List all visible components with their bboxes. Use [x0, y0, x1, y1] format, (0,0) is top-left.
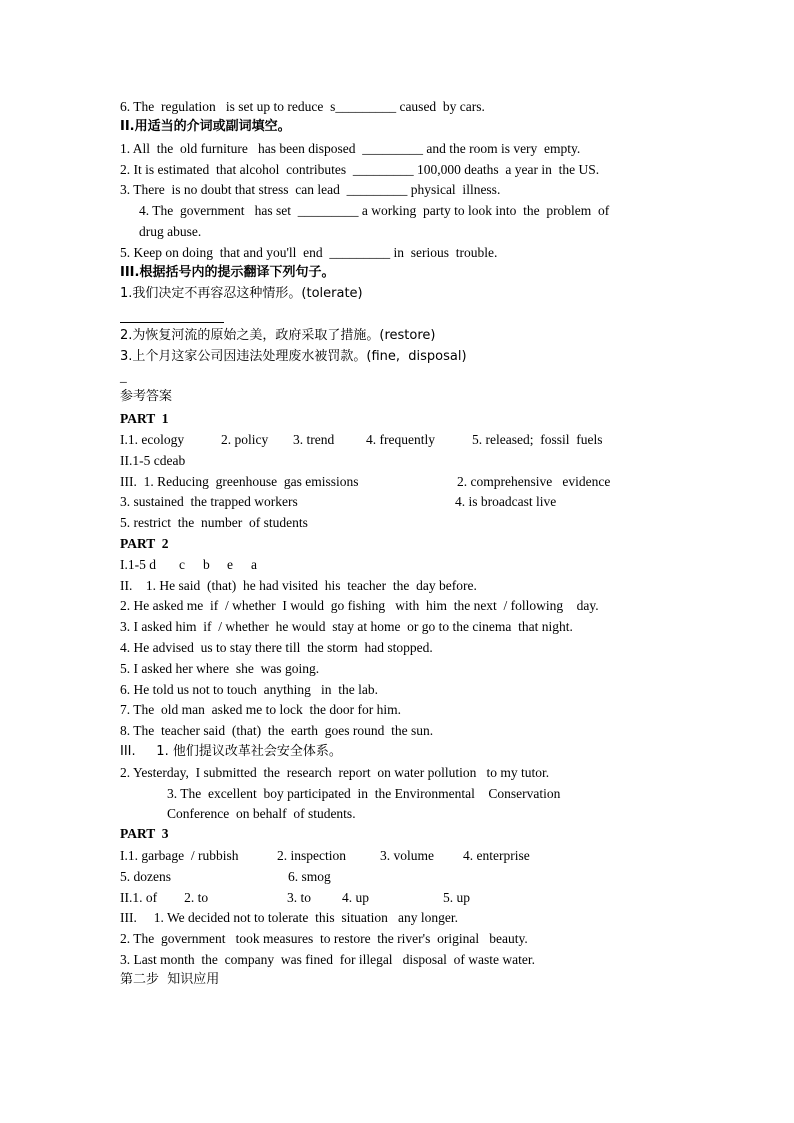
answer-line: 4. He advised us to stay there till the storm had stopped. [120, 640, 433, 655]
answer-token: I.1. ecology [120, 432, 185, 447]
translation-item: 1.我们决定不再容忍这种情形。(tolerate) [120, 286, 363, 301]
answer-token: a [251, 557, 257, 572]
section-heading-ii: II.用适当的介词或副词填空。 [120, 119, 291, 134]
answer-token: I.1-5 d [120, 557, 156, 572]
answer-token: c [179, 557, 185, 572]
answer-token: 3. trend [293, 432, 335, 447]
answer-line: 2. He asked me if / whether I would go fishing with him the next / following day. [120, 598, 599, 613]
answer-line: 5. I asked her where she was going. [120, 661, 320, 676]
answer-token: I.1. garbage / rubbish [120, 848, 239, 863]
part-2-heading: PART 2 [120, 536, 169, 551]
exercise-item-6: 6. The regulation is set up to reduce s_________ caused by cars. [120, 99, 485, 114]
answer-key-title: 参考答案 [120, 389, 173, 404]
answer-line: 6. He told us not to touch anything in the lab. [120, 682, 378, 697]
answer-token: 4. up [342, 890, 369, 905]
answer-line: 3. I asked him if / whether he would stay at home or go to the cinema that night. [120, 619, 573, 634]
answer-line: II.1. of 2. to [120, 890, 209, 905]
answer-blank-line [120, 322, 224, 323]
answer-token: 2. policy [221, 432, 269, 447]
answer-line: 5. restrict the number of students [120, 515, 308, 530]
answer-token: 5. released; fossil fuels [472, 432, 603, 447]
answer-token: 6. smog [288, 869, 331, 884]
answer-line: II. 1. He said (that) he had visited his teacher the day before. [120, 578, 477, 593]
exercise-item: 1. All the old furniture has been disposed _________ and the room is very empty. [120, 141, 581, 156]
answer-blank-mark: _ [120, 369, 127, 384]
answer-line: 3. The excellent boy participated in the Environmental Conservation [167, 786, 561, 801]
answer-token: 3. to [287, 890, 312, 905]
answer-line: 7. The old man asked me to lock the door for him. [120, 702, 401, 717]
answer-line: 2. Yesterday, I submitted the research report on water pollution to my tutor. [120, 765, 550, 780]
section-heading-iii: III.根据括号内的提示翻译下列句子。 [120, 265, 335, 280]
answer-token: 4. is broadcast live [455, 494, 557, 509]
answer-token: 5. dozens [120, 869, 171, 884]
exercise-item-continued: drug abuse. [139, 224, 202, 239]
exercise-item: 4. The government has set _________ a working party to look into the problem of [139, 203, 610, 218]
exercise-item: 5. Keep on doing that and you'll end _________ in serious trouble. [120, 245, 498, 260]
answer-line: III. 1. We decided not to tolerate this situation any longer. [120, 910, 458, 925]
answer-line: 2. The government took measures to restore the river's original beauty. [120, 931, 528, 946]
exercise-item: 3. There is no doubt that stress can lead _________ physical illness. [120, 182, 501, 197]
answer-token: 2. inspection [277, 848, 346, 863]
answer-token: 5. up [443, 890, 470, 905]
answer-token: e [227, 557, 233, 572]
exercise-item: 2. It is estimated that alcohol contributes _________ 100,000 deaths a year in the US. [120, 162, 600, 177]
translation-item: 2.为恢复河流的原始之美，政府采取了措施。(restore) [120, 328, 436, 343]
answer-line-continued: Conference on behalf of students. [167, 806, 356, 821]
section-footer-heading: 第二步 知识应用 [120, 972, 220, 987]
answer-token: 4. frequently [366, 432, 435, 447]
part-3-heading: PART 3 [120, 826, 169, 841]
answer-line: 3. Last month the company was fined for illegal disposal of waste water. [120, 952, 536, 967]
answer-token: 3. sustained the trapped workers [120, 494, 298, 509]
answer-line: 8. The teacher said (that) the earth goes round the sun. [120, 723, 434, 738]
answer-token: 2. comprehensive evidence [457, 474, 611, 489]
answer-token: b [203, 557, 210, 572]
answer-token: III. 1. Reducing greenhouse gas emissions [120, 474, 359, 489]
answer-token: 3. volume [380, 848, 434, 863]
answer-line: III. 1. 他们提议改革社会安全体系。 [120, 744, 342, 759]
part-1-heading: PART 1 [120, 411, 169, 426]
translation-item: 3.上个月这家公司因违法处理废水被罚款。(fine, disposal) [120, 349, 467, 364]
answer-line: II.1-5 cdeab [120, 453, 186, 468]
answer-token: 4. enterprise [463, 848, 530, 863]
